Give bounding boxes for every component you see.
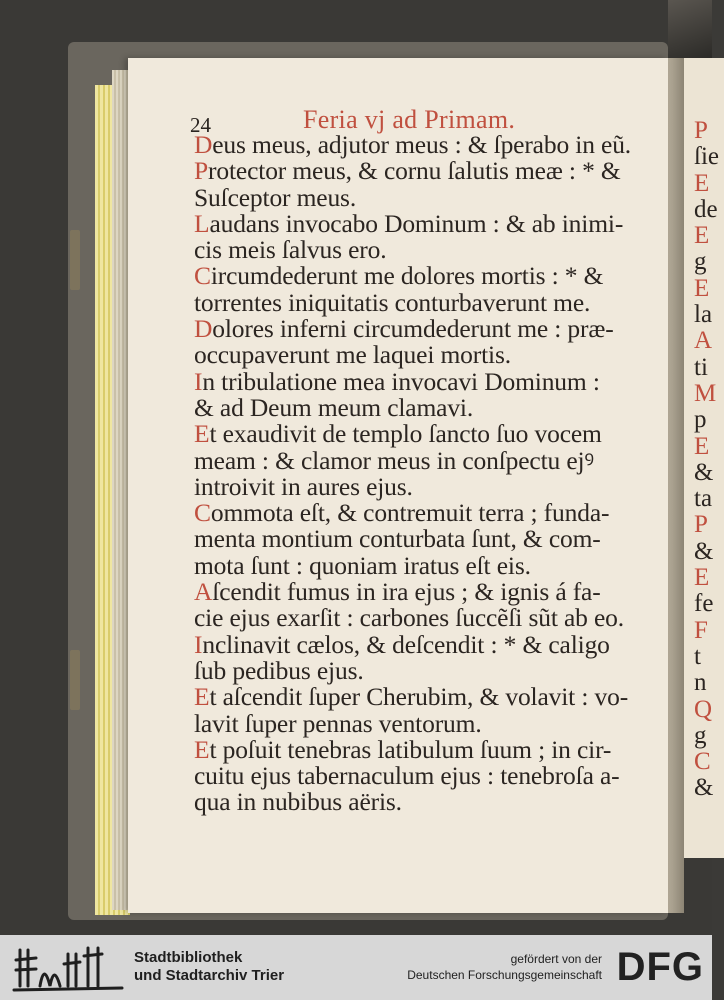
facing-line-fragment: E	[694, 432, 710, 460]
text-line	[194, 182, 670, 212]
facing-line-fragment: P	[694, 511, 708, 539]
line-text: ircumdederunt me dolores mortis : * &	[210, 261, 604, 291]
library-name-line: und Stadtarchiv Trier	[134, 967, 285, 984]
line-text: nclinavit cælos, & deſcendit : * & caligo	[202, 629, 610, 659]
text-line	[194, 158, 670, 184]
rubric-initial: C	[194, 261, 211, 291]
text-line	[194, 421, 670, 447]
line-text: ommota eſt, & contremuit terra ; funda-	[210, 498, 610, 528]
line-text: & ad Deum meum clamavi.	[194, 392, 474, 422]
facing-line-fragment: la	[694, 301, 713, 329]
funding-note-line: Deutschen Forschungsgemeinschaft	[407, 968, 602, 982]
line-text: torrentes iniquitatis conturbaverunt me.	[194, 287, 591, 317]
line-text: ſcendit fumus in ira ejus ; & ignis á fa-	[212, 577, 601, 607]
rubric-initial: I	[194, 629, 203, 659]
line-text: introivit in aures ejus.	[194, 471, 413, 501]
text-line	[194, 263, 670, 289]
line-text: menta montium conturbata ſunt, & com-	[194, 524, 601, 554]
text-line	[194, 655, 670, 685]
rubric-initial: C	[194, 498, 211, 528]
facing-line-fragment: ta	[694, 485, 713, 513]
facing-line-fragment: &	[694, 458, 714, 486]
running-head: Feria vj ad Primam.	[303, 105, 516, 134]
dfg-logo: DFG	[616, 945, 704, 989]
rubric-initial: D	[194, 130, 213, 159]
funding-note-line: gefördert von der	[510, 952, 602, 966]
text-line	[194, 526, 670, 552]
facing-line-fragment: C	[694, 748, 711, 776]
line-text: olores inferni circumdederunt me : præ-	[212, 314, 614, 344]
facing-line-fragment: E	[694, 222, 710, 250]
text-line	[194, 287, 670, 317]
facing-line-fragment: n	[694, 669, 707, 697]
facing-line-fragment: de	[694, 195, 718, 223]
line-text: n tribulatione mea invocavi Dominum :	[202, 366, 600, 396]
line-text: rotector meus, & cornu ſalutis meæ : * &	[208, 156, 621, 186]
facing-line-fragment: ſie	[694, 143, 719, 171]
text-line	[194, 237, 670, 263]
text-line	[194, 471, 670, 501]
library-name	[134, 949, 284, 985]
line-text: meam : & clamor meus in conſpectu ejꝰ	[194, 445, 595, 475]
rubric-initial: E	[194, 734, 210, 764]
facing-line-fragment: g	[694, 721, 707, 749]
text-line	[194, 392, 670, 422]
page-number: 24	[190, 113, 211, 137]
line-text: t exaudivit de templo ſancto ſuo vocem	[209, 419, 602, 449]
facing-page-text	[694, 118, 724, 802]
facing-line-fragment: t	[694, 642, 701, 670]
text-line	[194, 500, 670, 526]
facing-line-fragment: E	[694, 564, 710, 592]
text-line	[194, 445, 670, 475]
rubric-initial: I	[194, 366, 203, 396]
facing-line-fragment: Q	[694, 695, 713, 723]
facing-line-fragment: P	[694, 117, 708, 144]
line-text: t poſuit tenebras latibulum ſuum ; in cir-	[209, 734, 612, 764]
facing-line-fragment: &	[694, 537, 714, 565]
facing-line-fragment: g	[694, 248, 707, 276]
text-line	[194, 550, 670, 580]
funding-note	[407, 951, 602, 983]
line-text: cuitu ejus tabernaculum ejus : tenebroſa a-	[194, 761, 620, 791]
facing-line-fragment: A	[694, 327, 713, 355]
line-text: cis meis ſalvus ero.	[194, 235, 387, 265]
rubric-initial: A	[194, 577, 213, 607]
library-name-line: Stadtbibliothek	[134, 949, 243, 966]
text-line	[194, 605, 670, 631]
line-text: ſub pedibus ejus.	[194, 655, 364, 685]
rubric-initial: P	[194, 156, 209, 186]
facing-line-fragment: E	[694, 169, 710, 197]
facing-line-fragment: p	[694, 406, 707, 434]
text-line	[194, 342, 670, 368]
facing-line-fragment: &	[694, 774, 714, 802]
line-text: audans invocabo Dominum : & ab inimi-	[209, 208, 624, 238]
line-text: eus meus, adjutor meus : & ſperabo in eũ.	[212, 130, 632, 159]
text-line	[194, 684, 670, 710]
bookmark-ribbon	[668, 0, 712, 60]
line-text: mota ſunt : quoniam iratus eſt eis.	[194, 550, 531, 580]
rubric-initial: E	[194, 682, 210, 712]
facing-line-fragment: M	[694, 379, 717, 407]
facing-line-fragment: F	[694, 616, 708, 644]
text-line	[194, 763, 670, 789]
text-line	[194, 629, 670, 659]
line-text: occupaverunt me laquei mortis.	[194, 340, 511, 370]
rubric-initial: E	[194, 419, 210, 449]
line-text: qua in nubibus aëris.	[194, 787, 402, 817]
text-line	[194, 789, 670, 815]
footer-bar	[0, 935, 712, 1000]
line-text: t aſcendit ſuper Cherubim, & volavit : vo-	[209, 682, 629, 712]
text-line	[194, 366, 670, 396]
facing-line-fragment: ti	[694, 353, 708, 381]
line-text: lavit ſuper pennas ventorum.	[194, 708, 482, 738]
library-logo-icon	[14, 942, 124, 994]
text-line	[194, 734, 670, 764]
rubric-initial: D	[194, 314, 213, 344]
text-line	[194, 316, 670, 342]
facing-line-fragment: fe	[694, 590, 714, 618]
clasp-icon	[70, 230, 80, 290]
text-line	[194, 208, 670, 238]
clasp-icon	[70, 650, 80, 710]
line-text: Suſceptor meus.	[194, 182, 357, 212]
facing-line-fragment: E	[694, 274, 710, 302]
text-line	[194, 579, 670, 605]
rubric-initial: L	[194, 208, 210, 238]
psalm-text	[194, 132, 670, 816]
text-line	[194, 708, 670, 738]
text-line	[194, 132, 670, 158]
line-text: cie ejus exarſit : carbones ſuccẽſi sũt ab eo.	[194, 603, 624, 633]
